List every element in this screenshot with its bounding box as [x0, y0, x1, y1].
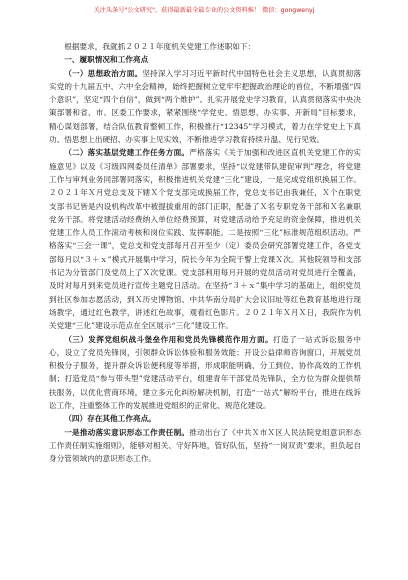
intro-paragraph: 根据要求，我就抓２０２１年度机关党建工作述职如下： [64, 42, 256, 51]
document-body [49, 40, 361, 466]
paragraph-text: 严格落实《关于加强和改进区直机关党建工作的实施意见》以及《习级四网委员任清单》部署要求，坚持“以党建带队建促审判”理念，将党建工作与审判业务同部署同落实，积极推进机关党建“三化”建设，一是完成党组织换届工作。２０２１年Ｘ月党总支及下辖Ｘ个党支部完成换届工作，党总支书记由我兼任，Ｘ个在职党支部书记皆是内设机构改革中被提拔重用的部门正职，配备了Ｘ名专职党务干部和Ｘ名兼职党务干部。将党建活动经费纳入单位经费预算，对党建活动给予充足的资金保障，推进机关党建工作人员工作滚动考核和岗位实践、发挥职能。二是按照“三化”标准规范组织活动。严格落实“三会一课”，党总支和党支部每月召开至少（定）委员会研究部署党建工作，各党支部每月以“３＋ｘ”模式开展集中学习，院长今年为全院干警上党课Ｘ次。其他院领导和支部书记为分管部门及党员上了Ｘ次党课。党支部利用每月开展的党员活动对党员进行全覆盖，及时对每月到来党员进行宣传主题党日活动。在坚持“３＋ｘ”集中学习的基础上，组织党员到社区参加志愿活动，到Ｘ历史博物馆、中共华南分局扩大会议旧址等红色教育基地进行现场教学，通过红色教学，讲述红色故事，观看红色影片。２０２１年Ｘ月Ｘ日，我院作为机关党建“三化”建设示范点在全区展示“三化”建设工作。 [49, 148, 361, 331]
body-paragraph-1 [49, 67, 361, 147]
paragraph-lead: （二）落实基层党建工作任务方面。 [64, 148, 190, 158]
paragraph-lead: （一）思想政治方面。 [64, 68, 143, 78]
body-paragraph-4 [49, 426, 361, 466]
paragraph-lead: 一是推动落实意识形态工作责任制。 [64, 427, 190, 437]
paragraph-text: 推动出台了《中共Ｘ市Ｘ区人民法院党组意识形态工作责任制实施细则》，能够对相关、守好阵地，管好队伍，坚持“一岗双责”要求，担负起自身分管领域内的意识形态工作。 [49, 427, 361, 464]
paragraph-lead: （三）发挥党组织战斗堡垒作用和党员先锋模范作用方面。 [64, 334, 274, 344]
paragraph-text: 坚持深入学习习近平新时代中国特色社会主义思想，认真贯彻落实党的十九届五中、六中全会精神，始终把握树立党牢牢把握政治理论的首位，不断增强“四个意识”，坚定“四个自信”，做到“两个维护”。扎实开展党史学习教育，认真贯彻落实中央决策部署和省、市、区委工作要求，紧紧围绕“学党史、悟思想、办实事、开新局”目标要求，精心谋划部署，结合队伍教育整顿工作，积极推行“12345”学习模式，着力在学党史上下真功、悟思想上出硬招、办实事上见实效，不断推进学习教育持续升温、见行见效。 [49, 68, 361, 145]
section-heading: 一、履职情况和工作亮点 [64, 55, 149, 65]
top-banner: 关注头条号"公文研究"，获得最新最全最专业的公文资料推！ 微信：gongwenyj [93, 7, 315, 14]
paragraph-text: 打造了一站式诉讼服务中心，设立了党员先锋岗，引领群众诉讼体验和服务效能；开设公益律师咨询窗口，开展党员积极分子服务，提升群众诉讼便利度等举措，形成职能明确、分工到位、协作高效的工作机制；打造党员“参与带头型”党建活动平台，组建青年干部党员先锋队，全方位为群众提供帮扶服务，以优化营商环境，建立多元化纠纷解决机制，打造“一站式”解纷平台，推进在线诉讼工作，注重整体工作的发展推进党组织的正常化、规范化建设。 [49, 334, 361, 411]
body-paragraph-2 [49, 146, 361, 332]
body-paragraph-3 [49, 333, 361, 413]
subsection-heading: （四）存在其他工作亮点。 [64, 414, 156, 424]
